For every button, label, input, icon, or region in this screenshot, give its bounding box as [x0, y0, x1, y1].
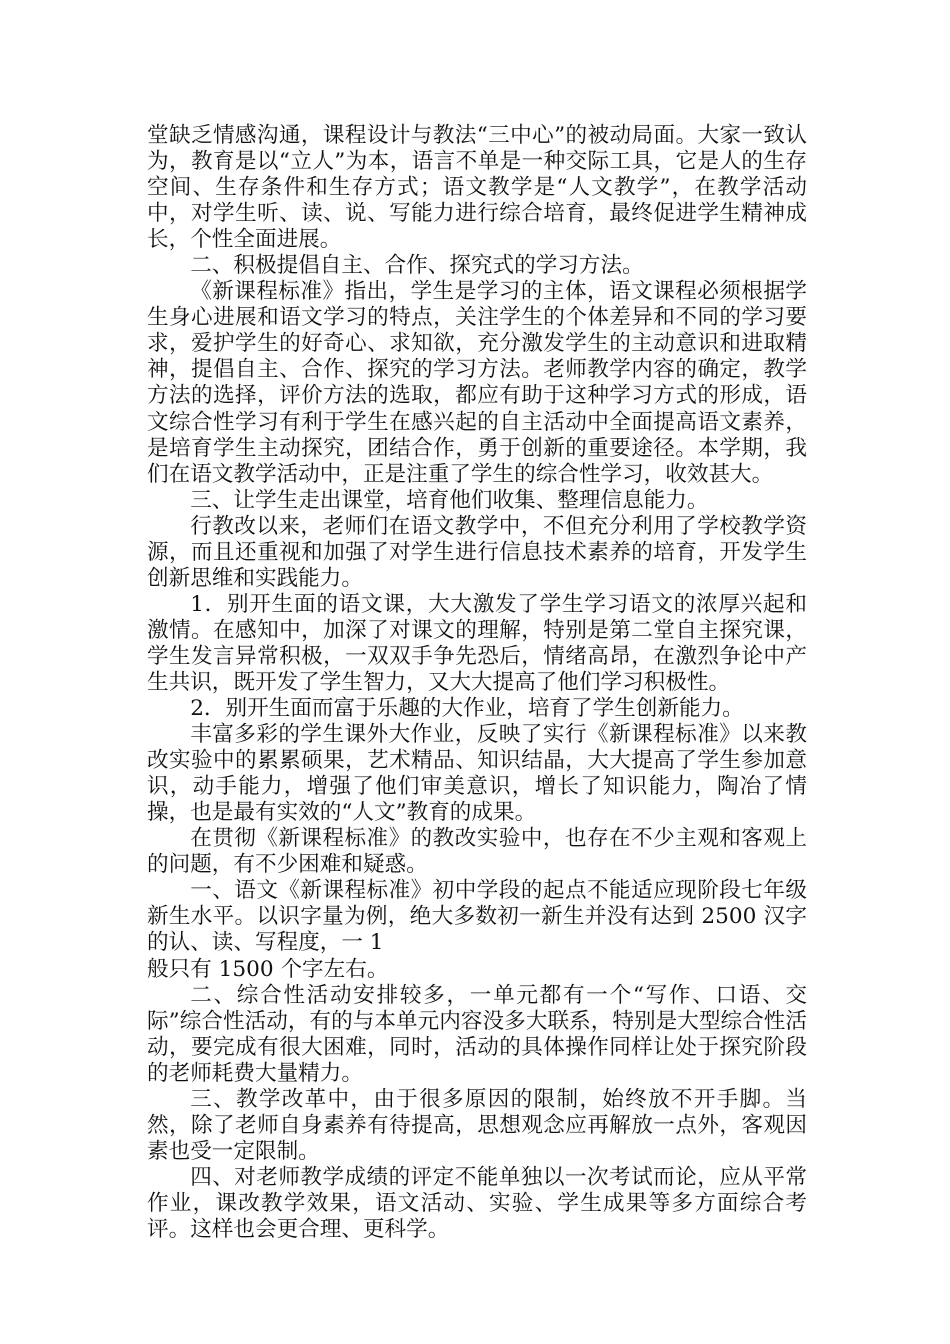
paragraph: 《新课程标准》指出，学生是学习的主体，语文课程必须根据学生身心进展和语文学习的特点，关注学生的个体差异和不同的学习要求，爱护学生的好奇心、求知欲，充分激发学生的主动意识和进取精神，提倡自主、合作、探究的学习方法。老师教学内容的确定，教学方法的选择，评价方法的选取，都应有助于这种学习方式的形成，语文综合性学习有利于学生在感兴起的自主活动中全面提高语文素养，是培育学生主动探究，团结合作，勇于创新的重要途径。本学期，我们在语文教学活动中，正是注重了学生的综合性学习，收效甚大。: [147, 279, 807, 487]
paragraph: 在贯彻《新课程标准》的教改实验中，也存在不少主观和客观上的问题，有不少困难和疑惑。: [147, 826, 807, 878]
section-heading-3: 三、让学生走出课堂，培育他们收集、整理信息能力。: [190, 487, 709, 513]
paragraph-continuation: 堂缺乏情感沟通，课程设计与教法“三中心”的被动局面。大家一致认为，教育是以“立人”为本，语言不单是一种交际工具，它是人的生存空间、生存条件和生存方式；语文教学是“人文教学”，在教学活动中，对学生听、读、说、写能力进行综合培育，最终促进学生精神成长，个性全面进展。: [147, 123, 807, 253]
paragraph: 行教改以来，老师们在语文教学中，不但充分利用了学校教学资源，而且还重视和加强了对学生进行信息技术素养的培育，开发学生创新思维和实践能力。: [147, 513, 807, 591]
paragraph: 丰富多彩的学生课外大作业，反映了实行《新课程标准》以来教改实验中的累累硕果，艺术精品、知识结晶，大大提高了学生参加意识，动手能力，增强了他们审美意识，增长了知识能力，陶冶了情操，也是最有实效的“人文”教育的成果。: [147, 722, 807, 826]
issue-item-1: 一、语文《新课程标准》初中学段的起点不能适应现阶段七年级新生水平。以识字量为例，绝大多数初一新生并没有达到 2500 汉字的认、读、写程度，一 1: [147, 878, 807, 956]
section-heading-2: 二、积极提倡自主、合作、探究式的学习方法。: [190, 253, 644, 279]
issue-item-2: 二、综合性活动安排较多，一单元都有一个“写作、口语、交际”综合性活动，有的与本单元内容没多大联系，特别是大型综合性活动，要完成有很大困难，同时，活动的具体操作同样让处于探究阶段的老师耗费大量精力。: [147, 982, 807, 1086]
issue-item-4: 四、对老师教学成绩的评定不能单独以一次考试而论，应从平常作业，课改教学效果，语文活动、实验、学生成果等多方面综合考评。这样也会更合理、更科学。: [147, 1164, 807, 1242]
document-body: [147, 123, 807, 1243]
list-item-2: 2．别开生面而富于乐趣的大作业，培育了学生创新能力。: [190, 696, 744, 722]
page-break-continuation: 般只有 1500 个字左右。: [147, 956, 389, 982]
issue-item-3: 三、教学改革中，由于很多原因的限制，始终放不开手脚。当然，除了老师自身素养有待提高，思想观念应再解放一点外，客观因素也受一定限制。: [147, 1086, 807, 1164]
list-item-1: 1．别开生面的语文课，大大激发了学生学习语文的浓厚兴起和激情。在感知中，加深了对课文的理解，特别是第二堂自主探究课，学生发言异常积极，一双双手争先恐后，情绪高昂，在激烈争论中产生共识，既开发了学生智力，又大大提高了他们学习积极性。: [147, 591, 807, 695]
